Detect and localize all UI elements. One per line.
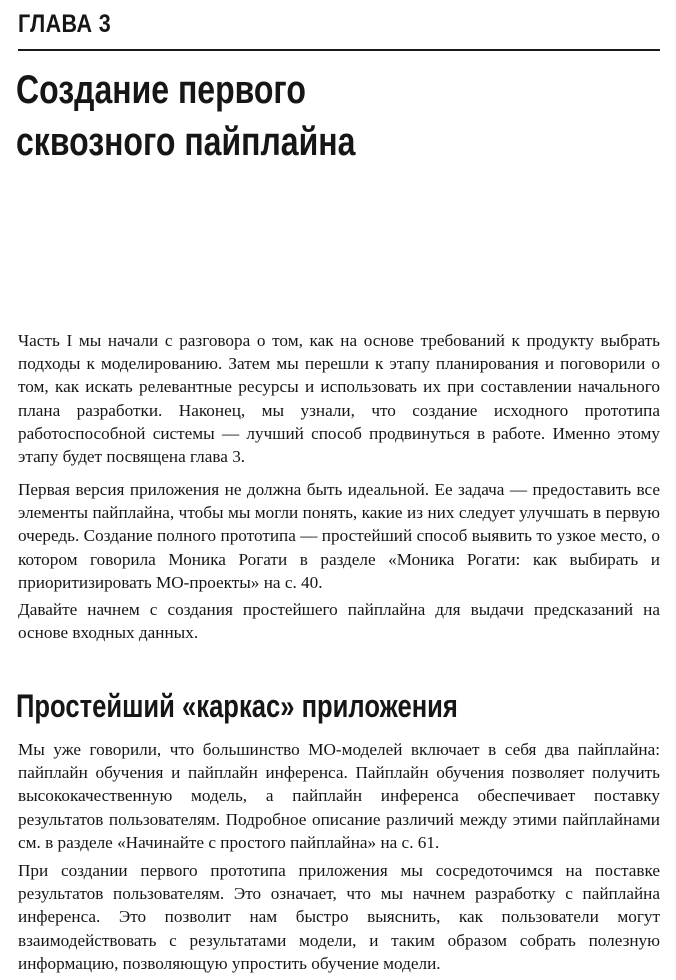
section-heading: Простейший «каркас» приложения (16, 688, 458, 724)
section-paragraph-2: При создании первого прототипа приложения мы сосредоточимся на поставке результатов пользователям. Это означает, что мы начнем разработку с пайплайна инференса. Это позволит нам быстро выяснить, как пользователи могут взаимодействовать с результатами модели, и таким образом собрать полезную информацию, позволяющую упростить обучение модели. (18, 861, 660, 973)
section-paragraph-1: Мы уже говорили, что большинство МО-моделей включает в себя два пайплайна: пайплайн обучения и пайплайн инференса. Пайплайн обучения позволяет получить высококачественную модель, а пайплайн инференса обеспечивает поставку результатов пользователям. Подробное описание различий между этими пайплайнами см. в разделе «Начинайте с простого пайплайна» на с. 61. (18, 740, 660, 852)
intro-paragraph-1: Часть I мы начали с разговора о том, как на основе требований к продукту выбрать подходы к моделированию. Затем мы перешли к этапу планирования и поговорили о том, как искать релевантные ресурсы и использовать их при составлении начального плана разработки. Наконец, мы узнали, что создание исходного прототипа работоспособной системы — лучший способ продвинуться в работе. Именно этому этапу будет посвящена глава 3. (18, 331, 660, 467)
chapter-label: ГЛАВА 3 (18, 10, 112, 38)
intro-paragraph-2: Первая версия приложения не должна быть идеальной. Ее задача — предоставить все элементы пайплайна, чтобы мы могли понять, какие из них следует улучшать в первую очередь. Создание полного прототипа — простейший способ выявить то узкое место, о котором говорила Моника Рогати в разделе «Моника Рогати: как выбирать и приоритизировать МО-проекты» на с. 40. (18, 480, 660, 592)
chapter-title (16, 64, 592, 168)
header-rule (18, 49, 660, 51)
intro-paragraph-3: Давайте начнем с создания простейшего пайплайна для выдачи предсказаний на основе входных данных. (18, 600, 660, 643)
chapter-title-line-1: Создание первого (16, 68, 306, 112)
chapter-title-line-2: сквозного пайплайна (16, 120, 356, 164)
